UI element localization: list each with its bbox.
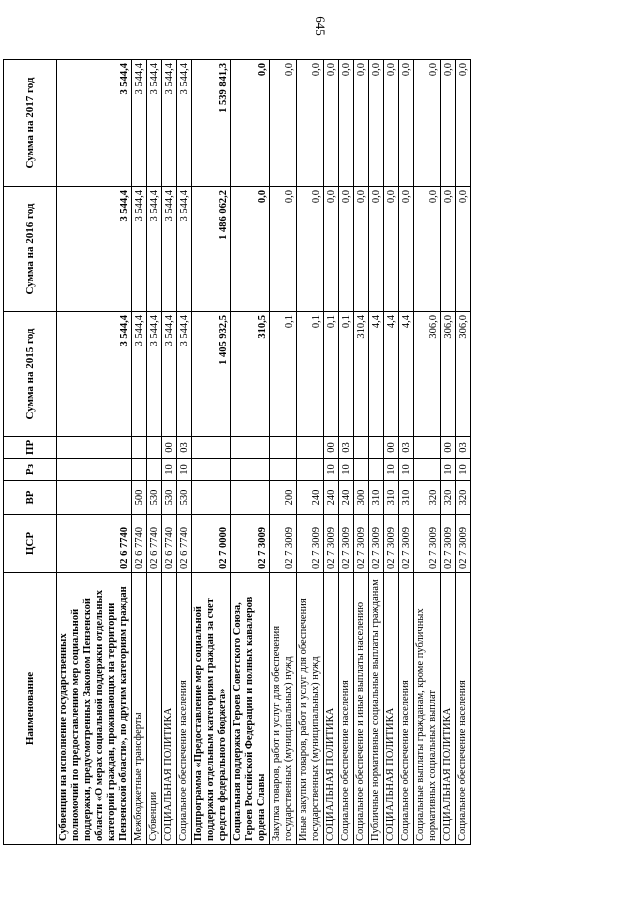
row-pr-cell: 00 [324, 437, 339, 459]
row-vr-cell: 240 [324, 481, 339, 515]
header-vr: ВР [4, 481, 57, 515]
row-vr-cell: 240 [297, 481, 324, 515]
row-pr-cell [270, 437, 297, 459]
row-sum-2015-cell: 0,1 [324, 312, 339, 437]
row-sum-2016-cell: 0,0 [456, 187, 471, 312]
header-pr: ПР [4, 437, 57, 459]
row-sum-2016-cell: 3 544,4 [147, 187, 162, 312]
row-sum-2017-cell: 0,0 [369, 60, 384, 187]
row-sum-2017-cell: 0,0 [441, 60, 456, 187]
row-name-cell: Иные закупки товаров, работ и услуг для обеспечения государственных (муниципальных) нужд [297, 573, 324, 845]
row-sum-2015-cell: 306,0 [414, 312, 441, 437]
header-sum-2015: Сумма на 2015 год [4, 312, 57, 437]
row-sum-2015-cell: 4,4 [384, 312, 399, 437]
row-name-cell: Социальное обеспечение населения [177, 573, 192, 845]
row-name-cell: Социальное обеспечение населения [339, 573, 354, 845]
row-sum-2015-cell: 0,1 [297, 312, 324, 437]
row-vr-cell: 300 [354, 481, 369, 515]
row-name-cell: Социальное обеспечение и иные выплаты населению [354, 573, 369, 845]
row-pr-cell [297, 437, 324, 459]
row-csr-cell: 02 7 0000 [192, 515, 231, 573]
row-sum-2015-cell: 3 544,4 [57, 312, 132, 437]
row-pr-cell [414, 437, 441, 459]
table-row [456, 60, 471, 845]
header-sum-2016: Сумма на 2016 год [4, 187, 57, 312]
header-rz: Рз [4, 459, 57, 481]
row-csr-cell: 02 6 7740 [132, 515, 147, 573]
row-sum-2017-cell: 3 544,4 [177, 60, 192, 187]
row-rz-cell: 10 [162, 459, 177, 481]
row-sum-2017-cell: 3 544,4 [162, 60, 177, 187]
row-pr-cell: 00 [384, 437, 399, 459]
row-csr-cell: 02 7 3009 [399, 515, 414, 573]
row-sum-2016-cell: 3 544,4 [132, 187, 147, 312]
row-sum-2015-cell: 3 544,4 [162, 312, 177, 437]
row-rz-cell [369, 459, 384, 481]
row-csr-cell: 02 7 3009 [384, 515, 399, 573]
row-sum-2016-cell: 3 544,4 [57, 187, 132, 312]
row-sum-2017-cell: 0,0 [399, 60, 414, 187]
budget-table [3, 59, 471, 845]
row-rz-cell [414, 459, 441, 481]
row-rz-cell: 10 [399, 459, 414, 481]
row-sum-2017-cell: 0,0 [384, 60, 399, 187]
row-vr-cell: 530 [177, 481, 192, 515]
row-pr-cell [231, 437, 270, 459]
table-header-row [4, 60, 57, 845]
row-csr-cell: 02 7 3009 [354, 515, 369, 573]
row-pr-cell: 00 [162, 437, 177, 459]
row-pr-cell: 03 [399, 437, 414, 459]
row-sum-2015-cell: 3 544,4 [147, 312, 162, 437]
row-csr-cell: 02 7 3009 [324, 515, 339, 573]
row-vr-cell [231, 481, 270, 515]
row-sum-2015-cell: 310,4 [354, 312, 369, 437]
row-sum-2015-cell: 1 405 932,5 [192, 312, 231, 437]
row-sum-2015-cell: 310,5 [231, 312, 270, 437]
row-rz-cell [57, 459, 132, 481]
row-rz-cell [147, 459, 162, 481]
row-sum-2016-cell: 0,0 [369, 187, 384, 312]
row-csr-cell: 02 7 3009 [369, 515, 384, 573]
table-row [177, 60, 192, 845]
row-sum-2016-cell: 0,0 [270, 187, 297, 312]
row-rz-cell [297, 459, 324, 481]
row-name-cell: Субвенции [147, 573, 162, 845]
row-name-cell: Публичные нормативные социальные выплаты гражданам [369, 573, 384, 845]
row-pr-cell: 03 [339, 437, 354, 459]
row-pr-cell [57, 437, 132, 459]
row-sum-2017-cell: 3 544,4 [57, 60, 132, 187]
table-row [339, 60, 354, 845]
row-sum-2015-cell: 306,0 [441, 312, 456, 437]
row-sum-2015-cell: 0,1 [339, 312, 354, 437]
header-sum-2017: Сумма на 2017 год [4, 60, 57, 187]
table-row [414, 60, 441, 845]
row-rz-cell: 10 [324, 459, 339, 481]
table-row [192, 60, 231, 845]
row-name-cell: СОЦИАЛЬНАЯ ПОЛИТИКА [324, 573, 339, 845]
row-vr-cell: 240 [339, 481, 354, 515]
row-sum-2016-cell: 3 544,4 [177, 187, 192, 312]
table-row [369, 60, 384, 845]
row-name-cell: СОЦИАЛЬНАЯ ПОЛИТИКА [441, 573, 456, 845]
row-csr-cell: 02 6 7740 [147, 515, 162, 573]
row-rz-cell [270, 459, 297, 481]
table-row [132, 60, 147, 845]
row-rz-cell [132, 459, 147, 481]
row-csr-cell: 02 7 3009 [297, 515, 324, 573]
row-sum-2017-cell: 0,0 [231, 60, 270, 187]
row-sum-2017-cell: 0,0 [270, 60, 297, 187]
row-name-cell: Социальные выплаты гражданам, кроме публичных нормативных социальных выплат [414, 573, 441, 845]
row-sum-2017-cell: 0,0 [339, 60, 354, 187]
row-csr-cell: 02 7 3009 [441, 515, 456, 573]
row-sum-2015-cell: 4,4 [369, 312, 384, 437]
row-vr-cell [57, 481, 132, 515]
row-csr-cell: 02 7 3009 [456, 515, 471, 573]
row-vr-cell: 310 [399, 481, 414, 515]
row-name-cell: СОЦИАЛЬНАЯ ПОЛИТИКА [162, 573, 177, 845]
row-sum-2017-cell: 0,0 [297, 60, 324, 187]
row-csr-cell: 02 7 3009 [270, 515, 297, 573]
table-row [162, 60, 177, 845]
row-pr-cell: 03 [456, 437, 471, 459]
row-rz-cell: 10 [177, 459, 192, 481]
row-csr-cell: 02 6 7740 [177, 515, 192, 573]
row-rz-cell: 10 [339, 459, 354, 481]
table-row [399, 60, 414, 845]
row-sum-2016-cell: 1 486 062,2 [192, 187, 231, 312]
row-vr-cell: 310 [384, 481, 399, 515]
row-vr-cell: 310 [369, 481, 384, 515]
row-name-cell: Социальное обеспечение населения [399, 573, 414, 845]
row-pr-cell [369, 437, 384, 459]
row-sum-2017-cell: 0,0 [354, 60, 369, 187]
row-vr-cell: 530 [162, 481, 177, 515]
row-vr-cell: 320 [456, 481, 471, 515]
row-sum-2015-cell: 306,0 [456, 312, 471, 437]
row-vr-cell: 530 [147, 481, 162, 515]
row-sum-2016-cell: 0,0 [414, 187, 441, 312]
row-sum-2016-cell: 0,0 [324, 187, 339, 312]
row-sum-2016-cell: 0,0 [339, 187, 354, 312]
row-sum-2016-cell: 0,0 [399, 187, 414, 312]
table-row [384, 60, 399, 845]
row-csr-cell: 02 7 3009 [339, 515, 354, 573]
row-sum-2017-cell: 3 544,4 [147, 60, 162, 187]
row-vr-cell: 320 [441, 481, 456, 515]
row-name-cell: Социальное обеспечение населения [456, 573, 471, 845]
row-sum-2016-cell: 3 544,4 [162, 187, 177, 312]
row-name-cell: СОЦИАЛЬНАЯ ПОЛИТИКА [384, 573, 399, 845]
table-row [354, 60, 369, 845]
row-rz-cell: 10 [456, 459, 471, 481]
table-body [57, 60, 471, 845]
header-csr: ЦСР [4, 515, 57, 573]
row-sum-2015-cell: 3 544,4 [132, 312, 147, 437]
row-sum-2016-cell: 0,0 [231, 187, 270, 312]
row-vr-cell: 320 [414, 481, 441, 515]
row-rz-cell [354, 459, 369, 481]
row-pr-cell: 00 [441, 437, 456, 459]
table-row [147, 60, 162, 845]
row-pr-cell [192, 437, 231, 459]
table-row [324, 60, 339, 845]
table-row [270, 60, 297, 845]
row-pr-cell [147, 437, 162, 459]
row-pr-cell [354, 437, 369, 459]
row-sum-2017-cell: 0,0 [456, 60, 471, 187]
row-csr-cell: 02 7 3009 [231, 515, 270, 573]
table-row [297, 60, 324, 845]
row-csr-cell: 02 7 3009 [414, 515, 441, 573]
row-name-cell: Подпрограмма «Предоставление мер социальной поддержки отдельным категориям граждан за счет средств федерального бюджета» [192, 573, 231, 845]
row-sum-2017-cell: 1 539 841,3 [192, 60, 231, 187]
page-number: 645 [313, 16, 328, 36]
row-sum-2015-cell: 3 544,4 [177, 312, 192, 437]
row-sum-2016-cell: 0,0 [354, 187, 369, 312]
row-rz-cell: 10 [384, 459, 399, 481]
row-rz-cell [192, 459, 231, 481]
table-row [57, 60, 132, 845]
table-row [441, 60, 456, 845]
header-name: Наименование [4, 573, 57, 845]
row-name-cell: Закупка товаров, работ и услуг для обеспечения государственных (муниципальных) нужд [270, 573, 297, 845]
row-vr-cell: 200 [270, 481, 297, 515]
row-rz-cell: 10 [441, 459, 456, 481]
row-csr-cell: 02 6 7740 [162, 515, 177, 573]
row-sum-2015-cell: 0,1 [270, 312, 297, 437]
row-sum-2016-cell: 0,0 [384, 187, 399, 312]
row-rz-cell [231, 459, 270, 481]
row-vr-cell [192, 481, 231, 515]
row-sum-2017-cell: 3 544,4 [132, 60, 147, 187]
row-vr-cell: 500 [132, 481, 147, 515]
row-sum-2016-cell: 0,0 [441, 187, 456, 312]
row-name-cell: Субвенции на исполнение государственных полномочий по предоставлению мер социальной поддержки, предусмотренных Законом Пензенской области «О мерах социальной поддержки отдельных категорий граждан, проживающих на территории Пензенской области», по другим категориям граждан [57, 573, 132, 845]
row-sum-2015-cell: 4,4 [399, 312, 414, 437]
row-pr-cell [132, 437, 147, 459]
row-name-cell: Социальная поддержка Героев Советского Союза, Героев Российской Федерации и полных кавалеров ордена Славы [231, 573, 270, 845]
row-sum-2017-cell: 0,0 [414, 60, 441, 187]
budget-table-frame [3, 60, 528, 845]
table-row [231, 60, 270, 845]
row-sum-2017-cell: 0,0 [324, 60, 339, 187]
row-csr-cell: 02 6 7740 [57, 515, 132, 573]
row-pr-cell: 03 [177, 437, 192, 459]
row-sum-2016-cell: 0,0 [297, 187, 324, 312]
row-name-cell: Межбюджетные трансферты [132, 573, 147, 845]
